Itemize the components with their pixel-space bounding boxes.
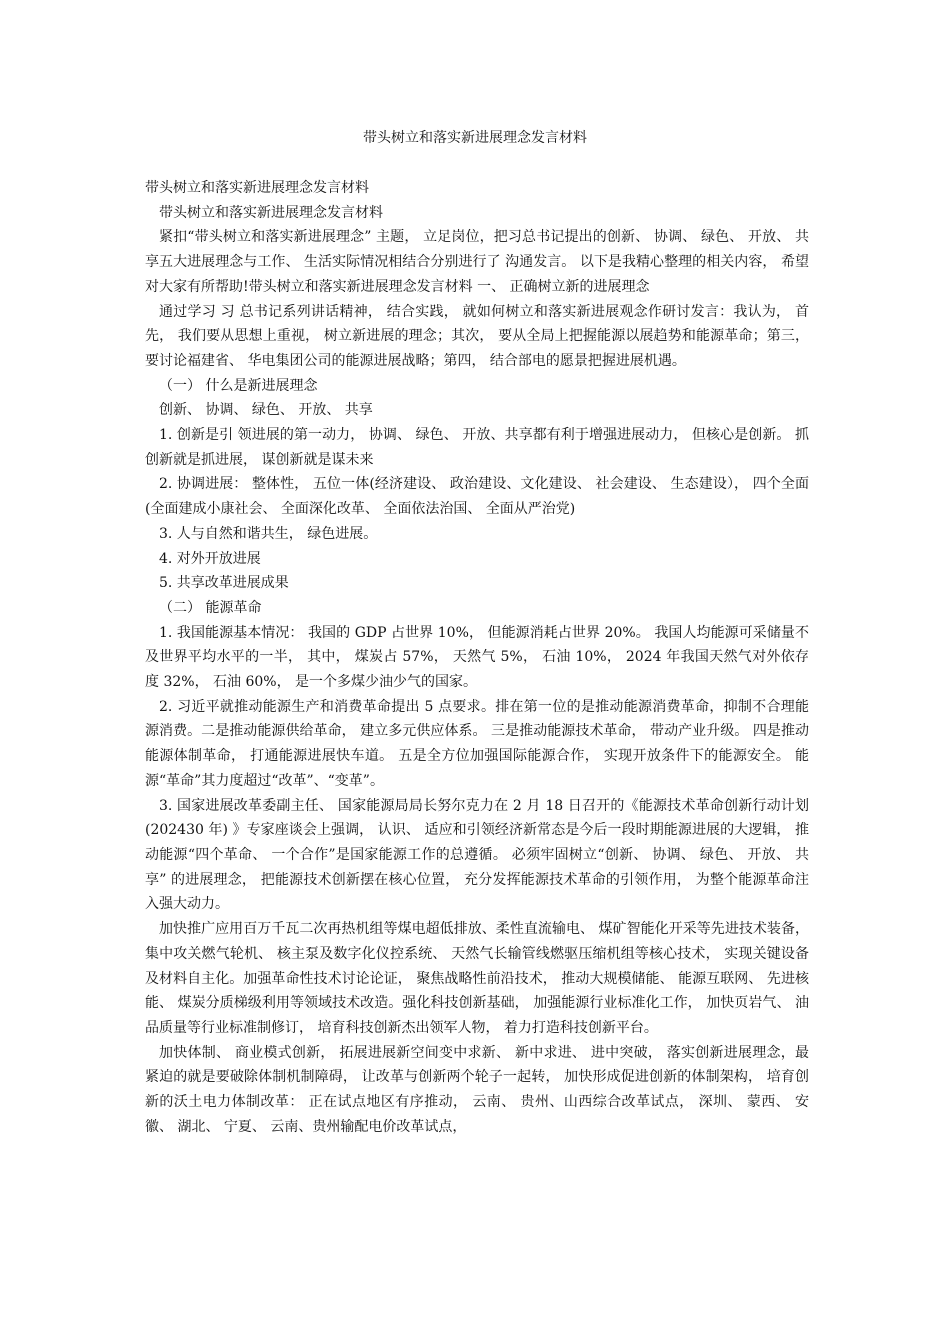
paragraph-study: 通过学习 习 总书记系列讲话精神， 结合实践， 就如何树立和落实新进展观念作研讨发言：我认为， 首先， 我们要从思想上重视， 树立新进展的理念；其次， 要从全局上把握能源以展趋势和能源革命；第三，要讨论福建省、 华电集团公司的能源进展战略；第四， 结合部电的愿景把握进展机遇。 [145,303,809,369]
list-item-4: 4. 对外开放进展 [159,550,261,567]
body-heading: 带头树立和落实新进展理念发言材料 [145,180,369,196]
list-item-2: 2. 协调进展： 整体性， 五位一体(经济建设、 政治建设、文化建设、 社会建设、 生态建设）， 四个全面(全面建成小康社会、 全面深化改革、 全面依法治国、 全面从严治党) [145,476,809,518]
body-subheading: 带头树立和落实新进展理念发言材料 [159,204,383,221]
document-body [145,176,809,1139]
energy-item-1: 1. 我国能源基本情况： 我国的 GDP 占世界 10%， 但能源消耗占世界 20%。 我国人均能源可采储量不及世界平均水平的一半， 其中， 煤炭占 57%， 天然气 5%， 石油 10%， 2024 年我国天然气对外依存度 32%， 石油 60%， 是一个多煤少油少气的国家。 [145,624,809,691]
paragraph-intro: 紧扣“带头树立和落实新进展理念” 主题， 立足岗位，把习总书记提出的创新、 协调、 绿色、 开放、 共享五大进展理念与工作、 生活实际情况相结合分别进行了 沟通发言。 以下是我精心整理的相关内容， 希望对大家有所帮助!带头树立和落实新进展理念发言材料 一、 正确树立新的进展理念 [145,229,809,295]
list-item-5: 5. 共享改革进展成果 [159,575,289,592]
list-item-3: 3. 人与自然和谐共生， 绿色进展。 [159,525,378,542]
list-item-1: 1. 创新是引 领进展的第一动力， 协调、 绿色、 开放、共享都有利于增强进展动力， 但核心是创新。 抓创新就是抓进展， 谋创新就是谋未来 [145,427,809,468]
paragraph-tech: 加快推广应用百万千瓦二次再热机组等煤电超低排放、柔性直流输电、 煤矿智能化开采等先进技术装备， 集中攻关燃气轮机、 核主泵及数字化仪控系统、 天然气长输管线燃驱压缩机组等核心技术， 实现关键设备及材料自主化。加强革命性技术讨论论证， 聚焦战略性前沿技术， 推动大规模储能、 能源互联网、 先进核能、 煤炭分质梯级利用等领域技术改造。强化科技创新基础， 加强能源行业标准化工作， 加快页岩气、 油品质量等行业标准制修订， 培育科技创新杰出领军人物， 着力打造科技创新平台。 [145,921,809,1036]
section-heading-1: （一） 什么是新进展理念 [159,377,318,394]
energy-item-3: 3. 国家进展改革委副主任、 国家能源局局长努尔克力在 2 月 18 日召开的《能源技术革命创新行动计划(202430 年) 》专家座谈会上强调， 认识、 适应和引领经济新常态是今后一段时期能源进展的大逻辑， 推动能源“四个革命、 一个合作”是国家能源工作的总遵循。 必须牢固树立“创新、 协调、 绿色、 开放、 共享” 的进展理念， 把能源技术创新摆在核心位置， 充分发挥能源技术革命的引领作用， 为整个能源革命注入强大动力。 [145,797,809,913]
document-title: 带头树立和落实新进展理念发言材料 [363,130,587,146]
section-heading-2: （二） 能源革命 [159,599,262,616]
paragraph-five-concepts: 创新、 协调、 绿色、 开放、 共享 [159,402,373,419]
energy-item-2: 2. 习近平就推动能源生产和消费革命提出 5 点要求。排在第一位的是推动能源消费革命，抑制不合理能源消费。二是推动能源供给革命， 建立多元供应体系。 三是推动能源技术革命， 带动产业升级。 四是推动能源体制革命， 打通能源进展快车道。 五是全方位加强国际能源合作， 实现开放条件下的能源安全。 能源“革命”其力度超过“改革”、“变革”。 [145,698,809,789]
paragraph-reform: 加快体制、 商业模式创新， 拓展进展新空间变中求新、 新中求进、 进中突破， 落实创新进展理念，最紧迫的就是要破除体制机制障碍， 让改革与创新两个轮子一起转， 加快形成促进创新的体制架构， 培育创新的沃土电力体制改革： 正在试点地区有序推动， 云南、 贵州、山西综合改革试点， 深圳、 蒙西、 安徽、 湖北、 宁夏、 云南、贵州输配电价改革试点， [145,1044,809,1135]
